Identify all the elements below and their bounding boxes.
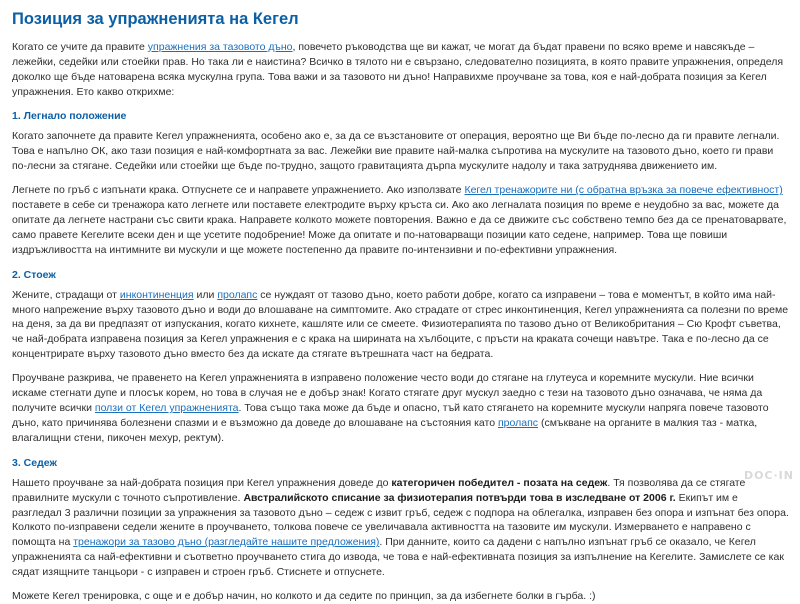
text-run: . При данните, които са дадени с напълно изпънат гръб се оказало, че Кегел упражненията са най-ефективни и съответно проучването стига до извода, че това е най-ефективната позиция за изпълнение на Кегелите. Замислете се как сядат изящните танцьори - с изправен и строен гръб. Стиснете и отпуснете. [12,536,784,579]
intro-paragraph [12,40,790,100]
section-1-paragraph-2 [12,183,790,258]
intro-text-after: , повечето ръководства ще ви кажат, че могат да бъдат правени по всяко време и навсякъде – лежейки, седейки или стоейки прав. Но така ли е наистина? Всичко в тялото ни е свързано, следователно позицията, в която правите упражнения, определя доколко ще бъде натоварена всяка мускулна група. Това важи и за тазовото ни дъно! Направихме проучване за това, коя е най-добрата позиция за Кегел упражнения. Ето какво открихме: [12,40,784,98]
text-run: Проучване разкрива, че правенето на Кегел упражненията в изправено положение често води до стягане на глутеуса и коремните мускули. Ние всички искаме стегнати дупе и плосък корем, но това в случая не е добър знак! Когато стягате друг мускул заедно с тези на тазовото дъно означава, че няма да получите всички [12,372,763,415]
text-run: Можете Кегел тренировка, с още и е добър начин, но колкото и да седите по принцип, за да избегнете болки в гърба. :) [12,590,596,603]
text-run: или [193,288,218,301]
section-2-paragraph-1 [12,288,790,363]
section-heading-1: 1. Легнало положение [12,110,127,123]
intro-text-before: Когато се учите да правите [12,40,148,53]
section-heading-3: 3. Седеж [12,456,57,469]
watermark-text: DOC·IN [743,469,794,482]
link-kegel-trainers[interactable]: Кегел тренажорите ни (с обратна връзка за повече ефективност) [464,184,783,197]
link-pelvic-floor-exercises[interactable]: упражнения за тазовото дъно [147,40,293,53]
link-prolapse[interactable]: пролапс [217,288,258,301]
text-run: Когато започнете да правите Кегел упражненията, особено ако е, за да се възстановите от операция, вероятно ще Ви бъде по-лесно да ги правите легнали. Това е напълно ОК, ако тази позиция е най-комфортната за вас. Лежейки вие правите най-малка съпротива на мускулите на тазовото дъно, което ги прави по-лесни за стягане. Седейки или стоейки ще бъде по-трудно, защото гравитацията дърпа мускулите надолу и така затруднява движението им. [12,130,780,173]
text-run: Нашето проучване за най-добрата позиция при Кегел упражнения доведе до [12,476,392,489]
section-1-paragraph-1 [12,129,790,174]
link-prolapse-2[interactable]: пролапс [497,416,539,429]
emphasis-winner: категоричен победител - позата на седеж [391,476,608,489]
section-3-paragraph-1 [12,476,790,580]
page-title: Позиция за упражненията на Кегел [12,10,299,28]
link-trainers-offers[interactable]: тренажори за тазово дъно (разгледайте нашите предложения) [73,536,380,549]
text-run: (смъкване на органите в малкия таз - матка, влагалищни стени, пикочен мехур, ректум). [12,416,758,444]
text-run: се нуждаят от тазово дъно, което работи добре, когато са изправени – това е моментът, в който има най-много напрежение върху тазовото дъно и води до влошаване на симптомите. Ако страдате от стрес инконтиненция, Кегел упражненията са полезни по време на деня, за да ви предпазят от изпускания, когато кихнете, кашляте или се смеете. Физиотерапията по тазово дъно от Великобритания – Сю Крофт съветва, че най-добрата изправена позиция за Кегел упражнения е с крака на ширината на хълбоците, с пръсти на краката сочещи навътре. Така е по-лесно да се концентрирате върху тазовото дъно вместо без да искате да стягате вътрешната част на бедрата. [12,288,789,361]
text-run: поставете в себе си тренажора като легнете или поставете електродите върху кръста си. Ако ако легналата позиция по време е неудобно за вас, можете да опитате да легнете настрани със свити крака. Направете колкото можете повторения. Важно е да се движите със собствено темпо без да се пренатоварвате, само правете Кегелите всеки ден и ще усетите подобрение! Може да опитате и по-натоварващи позиции като седене, например. Това ще повиши издръжливостта на интимните ви мускули и ще можете постепенно да правите по-интензивни и по-ефективни упражнения. [12,199,787,256]
section-3-paragraph-2 [12,589,790,604]
text-run: . Това също така може да бъде и опасно, тъй като стягането на коремните мускули напряга повече тазовото дъно, като причинява болезнени спазми и е възможно да доведе до влошаване на състояния като [12,402,769,429]
link-incontinence[interactable]: инконтиненция [119,288,194,301]
watermark-logo [744,469,794,482]
section-heading-2: 2. Стоеж [12,268,56,281]
emphasis-journal: Австралийското списание за физиотерапия потвърди това в изследване от 2006 г. [243,491,676,504]
text-run: Жените, страдащи от [12,288,120,301]
section-2-paragraph-2 [12,371,790,446]
text-run: Легнете по гръб с изпънати крака. Отпуснете се и направете упражнението. Ако използвате [12,184,465,197]
text-run: Екипът им е разгледал 3 различни позиции за упражнения за тазовото дъно – седеж с извит гръб, седеж с подпора на облегалка, изправен без опора и изпънат без опора. Колкото по-изправени седели жените в проучването, толкова повече се увеличавала активността на тазовите им мускули. Измерването е направено с помощта на [12,491,789,549]
link-kegel-benefits[interactable]: ползи от Кегел упражненията [94,402,239,415]
text-run: . Тя позволява да се стягате правилните мускули с точното съпротивление. [12,476,746,504]
